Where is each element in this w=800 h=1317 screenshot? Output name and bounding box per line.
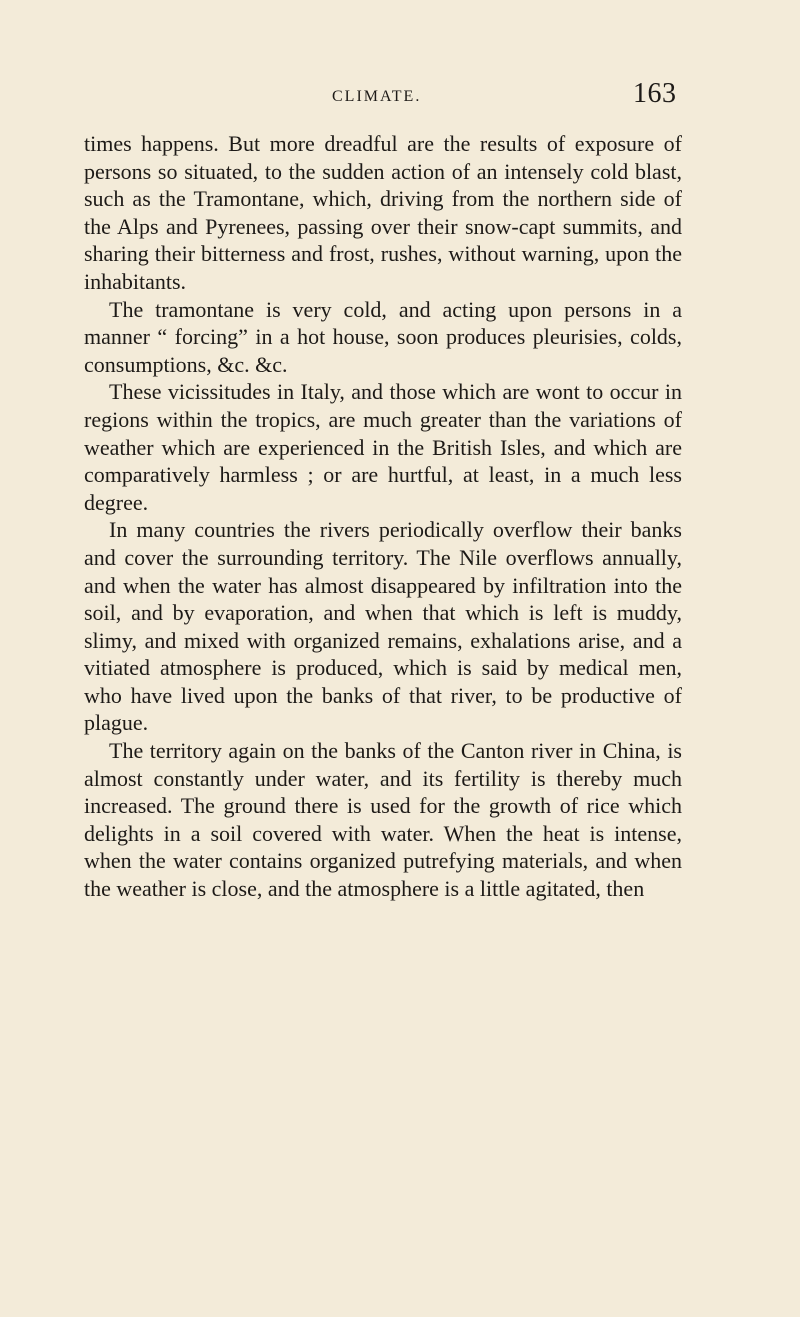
page-number: 163: [633, 78, 677, 109]
page-header: [0, 78, 800, 112]
paragraph-2: The tramontane is very cold, and acting upon persons in a manner “ forcing” in a hot house, soon produces pleurisies, colds, consumptions, &c. &c.: [84, 296, 682, 377]
paragraph-3: These vicissitudes in Italy, and those which are wont to occur in regions within the tropics, are much greater than the variations of weather which are experienced in the British Isles, and which are comparatively harmless ; or are hurtful, at least, in a much less degree.: [84, 379, 682, 515]
paragraph-5: The territory again on the banks of the Canton river in China, is almost constantly under water, and its fertility is thereby much increased. The ground there is used for the growth of rice which delights in a soil covered with water. When the heat is intense, when the water contains organized putrefying materials, and when the weather is close, and the atmosphere is a little agitated, then: [84, 738, 682, 902]
running-head: CLIMATE.: [332, 88, 422, 105]
body-text: [84, 130, 682, 903]
paragraph-4: In many countries the rivers periodically overflow their banks and cover the surrounding territory. The Nile overflows annually, and when the water has almost disappeared by infiltration into the soil, and by evaporation, and when that which is left is muddy, slimy, and mixed with organized remains, exhalations arise, and a vitiated atmosphere is produced, which is said by medical men, who have lived upon the banks of that river, to be productive of plague.: [84, 517, 682, 736]
paragraph-1: times happens. But more dreadful are the results of exposure of persons so situated, to the sudden action of an intensely cold blast, such as the Tramontane, which, driving from the northern side of the Alps and Pyrenees, passing over their snow-capt summits, and sharing their bitterness and frost, rushes, without warning, upon the inhabitants.: [84, 131, 682, 294]
